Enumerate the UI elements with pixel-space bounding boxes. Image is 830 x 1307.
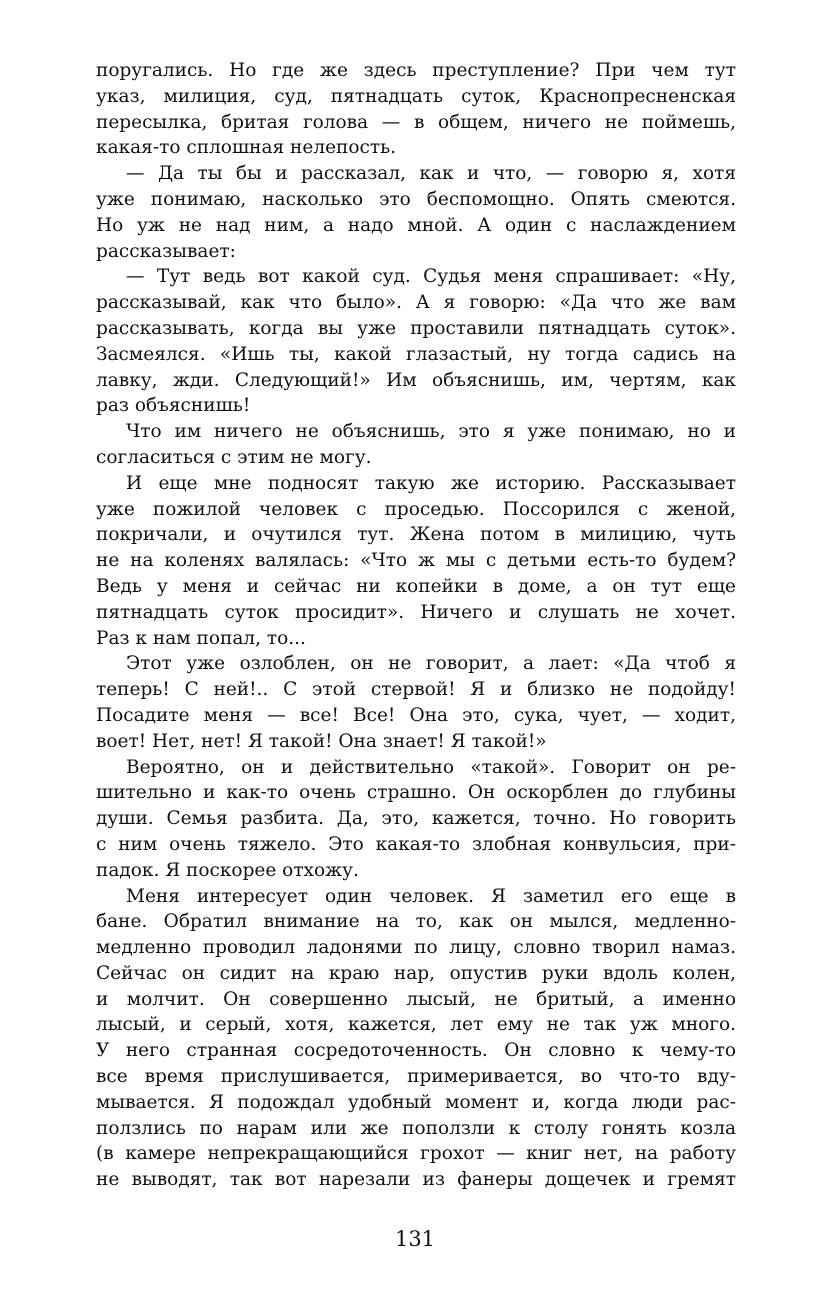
text-line: указ, милиция, суд, пятнадцать суток, Краснопресненская [96,85,736,107]
paragraph [96,651,736,754]
text-line: Этот уже озлоблен, он не говорит, а лает: «Да чтоб я [126,653,736,675]
text-line: пятнадцать суток просидит». Ничего и слушать не хочет. [96,601,736,623]
text-line: Посадите меня — все! Все! Она это, сука, чует, — ходит, [96,704,736,726]
text-line: лавку, жди. Следующий!» Им объяснишь, им, чертям, как [96,369,736,391]
text-line: Что им ничего не объяснишь, это я уже понимаю, но и [126,421,736,443]
text-line: не на коленях валялась: «Что ж мы с детьми есть-то будем? [96,550,736,572]
text-line: рассказывать, когда вы уже проставили пятнадцать суток». [96,317,736,339]
paragraph [96,419,736,471]
text-line: падок. Я поскорее отхожу. [96,859,359,881]
text-line: и молчит. Он совершенно лысый, не бритый, а именно [96,988,736,1010]
text-line: души. Семья разбита. Да, это, кажется, точно. Но говорить [96,808,736,830]
paragraph [96,755,736,884]
paragraph [96,264,736,419]
text-line: У него странная сосредоточенность. Он словно к чему-то [96,1040,736,1062]
text-line: какая-то сплошная нелепость. [96,137,397,159]
text-line: с ним очень тяжело. Это какая-то злобная конвульсия, при- [96,833,736,855]
page-number: 131 [394,1227,436,1251]
text-line: рассказывает: [96,240,236,262]
text-line: рассказывай, как что было». А я говорю: «Да что же вам [96,292,736,314]
text-line: согласиться с этим не могу. [96,446,372,468]
text-line: уже понимаю, насколько это беспомощно. Опять смеются. [96,188,736,210]
text-line: (в камере непрекращающийся грохот — книг нет, на работу [96,1143,736,1165]
text-line: — Тут ведь вот какой суд. Судья меня спрашивает: «Ну, [126,266,736,288]
text-line: Засмеялся. «Ишь ты, какой глазастый, ну тогда садись на [96,343,736,365]
paragraph [96,161,736,264]
text-line: Но уж не над ним, а надо мной. А один с наслаждением [96,214,736,236]
text-line: Вероятно, он и действительно «такой». Говорит он ре- [126,756,736,778]
text-line: не выводят, так вот нарезали из фанеры дощечек и гремят [96,1169,736,1191]
text-line: воет! Нет, нет! Я такой! Она знает! Я такой!» [96,730,547,752]
paragraph [96,58,736,161]
text-line: лысый, и серый, хотя, кажется, лет ему не так уж много. [96,1014,736,1036]
page-body [96,58,736,1193]
text-line: бане. Обратил внимание на то, как он мылся, медленно- [96,911,736,933]
paragraph [96,471,736,652]
text-line: теперь! С ней!.. С этой стервой! Я и близко не подойду! [96,679,736,701]
text-line: — Да ты бы и рассказал, как и что, — говорю я, хотя [126,163,736,185]
text-line: Меня интересует один человек. Я заметил его еще в [126,885,736,907]
text-line: покричали, и очутился тут. Жена потом в милицию, чуть [96,524,736,546]
text-line: пересылка, бритая голова — в общем, ничего не поймешь, [96,111,736,133]
text-line: шительно и как-то очень страшно. Он оскорблен до глубины [96,782,736,804]
text-line: уже пожилой человек с проседью. Поссорился с женой, [96,498,736,520]
text-line: Раз к нам попал, то... [96,627,306,649]
text-line: все время прислушивается, примеривается, во что-то вду- [96,1066,736,1088]
text-line: Сейчас он сидит на краю нар, опустив руки вдоль колен, [96,962,736,984]
text-line: поругались. Но где же здесь преступление? При чем тут [96,60,736,81]
text-line: раз объяснишь! [96,395,251,417]
text-line: мывается. Я подождал удобный момент и, когда люди рас- [96,1091,736,1113]
paragraph [96,884,736,1194]
text-line: Ведь у меня и сейчас ни копейки в доме, а он тут еще [96,575,736,597]
text-line: И еще мне подносят такую же историю. Рассказывает [126,472,736,494]
text-line: ползлись по нарам или же поползли к столу гонять козла [96,1117,736,1139]
text-line: медленно проводил ладонями по лицу, словно творил намаз. [96,937,736,959]
